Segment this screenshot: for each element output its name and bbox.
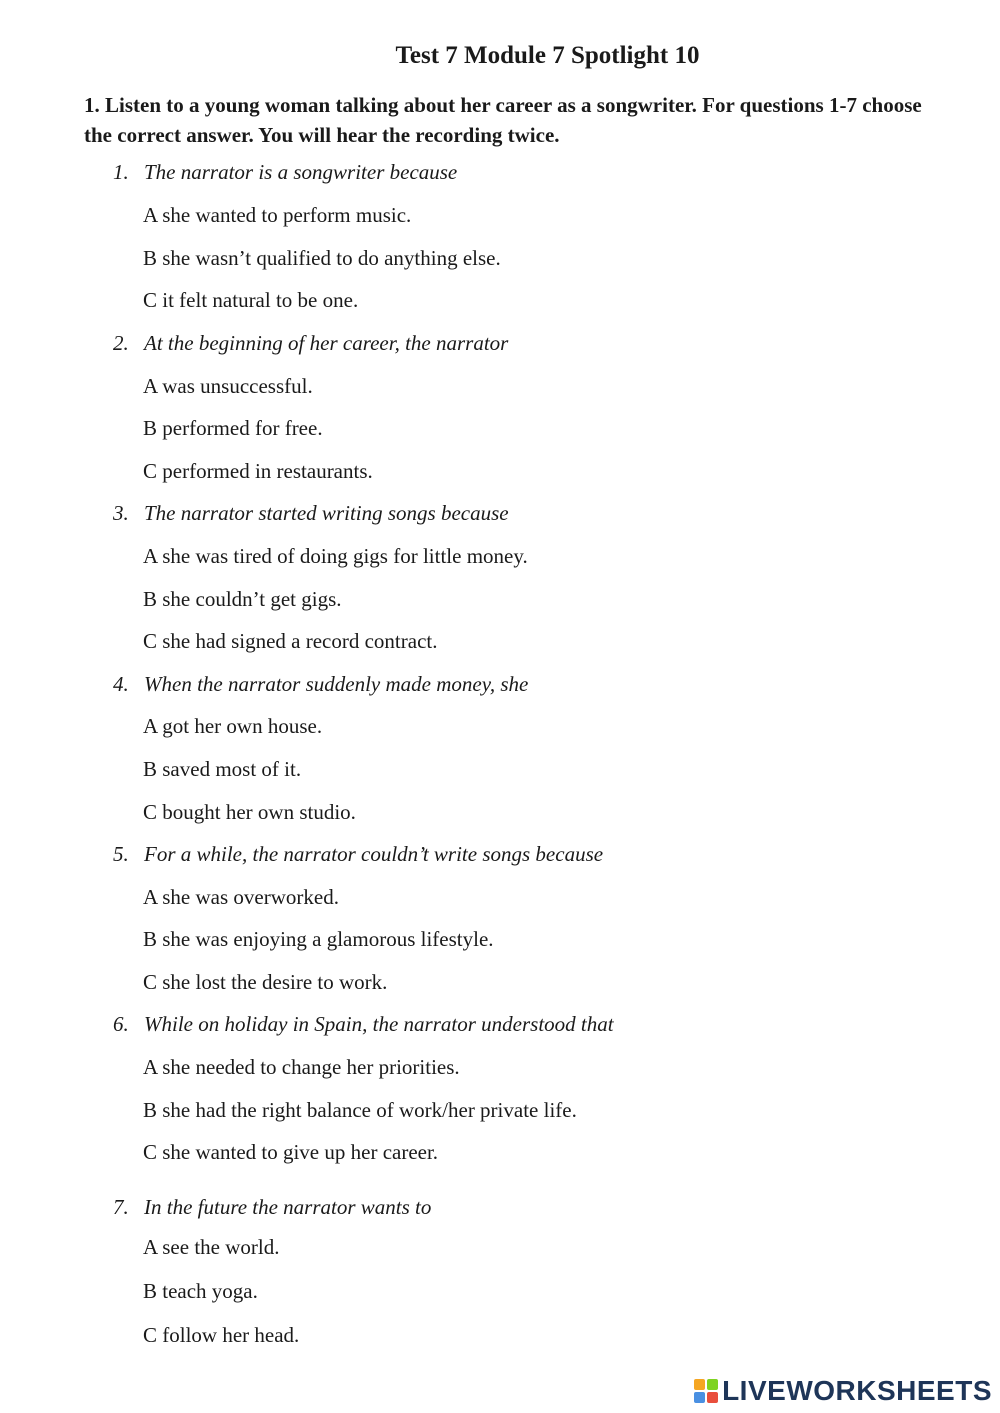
question-5-stem	[113, 842, 603, 867]
question-3-option-a[interactable]: A she was tired of doing gigs for little money.	[143, 544, 528, 568]
instructions: 1. Listen to a young woman talking about her career as a songwriter. For questions 1-7 choose the correct answer. You will hear the recording twice.	[84, 93, 922, 147]
question-3-option-c[interactable]: C she had signed a record contract.	[143, 629, 438, 653]
question-text: The narrator is a songwriter because	[144, 160, 458, 184]
logo-text: LIVEWORKSHEETS	[722, 1375, 992, 1406]
question-number: 4.	[113, 672, 129, 696]
question-3-option-b[interactable]: B she couldn’t get gigs.	[143, 587, 342, 611]
question-4-option-b[interactable]: B saved most of it.	[143, 757, 302, 781]
question-1-option-a[interactable]: A she wanted to perform music.	[143, 203, 412, 227]
question-1-stem	[113, 160, 457, 185]
question-number: 1.	[113, 160, 129, 184]
question-2-option-c[interactable]: C performed in restaurants.	[143, 459, 373, 483]
question-5-option-a[interactable]: A she was overworked.	[143, 885, 339, 909]
question-2-option-b[interactable]: B performed for free.	[143, 416, 323, 440]
liveworksheets-logo[interactable]	[694, 1373, 992, 1409]
logo-square-3	[694, 1392, 705, 1403]
question-7-option-a[interactable]: A see the world.	[143, 1235, 280, 1259]
question-6-option-a[interactable]: A she needed to change her priorities.	[143, 1055, 460, 1079]
logo-square-1	[694, 1379, 705, 1390]
question-6-option-b[interactable]: B she had the right balance of work/her private life.	[143, 1098, 577, 1122]
question-2-stem	[113, 331, 508, 356]
logo-square-4	[707, 1392, 718, 1403]
page-title: Test 7 Module 7 Spotlight 10	[395, 42, 700, 69]
question-4-option-c[interactable]: C bought her own studio.	[143, 800, 356, 824]
logo-icon	[694, 1379, 718, 1403]
question-text: When the narrator suddenly made money, she	[144, 672, 529, 696]
question-6-stem	[113, 1012, 614, 1037]
question-number: 2.	[113, 331, 129, 355]
question-text: In the future the narrator wants to	[144, 1195, 432, 1219]
question-7-stem	[113, 1195, 431, 1220]
question-number: 3.	[113, 501, 129, 525]
question-text: While on holiday in Spain, the narrator understood that	[144, 1012, 614, 1036]
question-3-stem	[113, 501, 509, 526]
question-6-option-c[interactable]: C she wanted to give up her career.	[143, 1140, 439, 1164]
logo-square-2	[707, 1379, 718, 1390]
question-1-option-b[interactable]: B she wasn’t qualified to do anything else.	[143, 246, 501, 270]
question-text: At the beginning of her career, the narrator	[144, 331, 509, 355]
question-text: The narrator started writing songs because	[144, 501, 509, 525]
question-number: 7.	[113, 1195, 129, 1219]
question-7-option-c[interactable]: C follow her head.	[143, 1323, 300, 1347]
question-number: 6.	[113, 1012, 129, 1036]
question-4-option-a[interactable]: A got her own house.	[143, 714, 323, 738]
question-7-option-b[interactable]: B teach yoga.	[143, 1279, 258, 1303]
question-number: 5.	[113, 842, 129, 866]
question-5-option-b[interactable]: B she was enjoying a glamorous lifestyle.	[143, 927, 494, 951]
question-4-stem	[113, 672, 528, 697]
question-5-option-c[interactable]: C she lost the desire to work.	[143, 970, 388, 994]
question-1-option-c[interactable]: C it felt natural to be one.	[143, 288, 359, 312]
question-2-option-a[interactable]: A was unsuccessful.	[143, 374, 313, 398]
question-text: For a while, the narrator couldn’t write songs because	[144, 842, 604, 866]
